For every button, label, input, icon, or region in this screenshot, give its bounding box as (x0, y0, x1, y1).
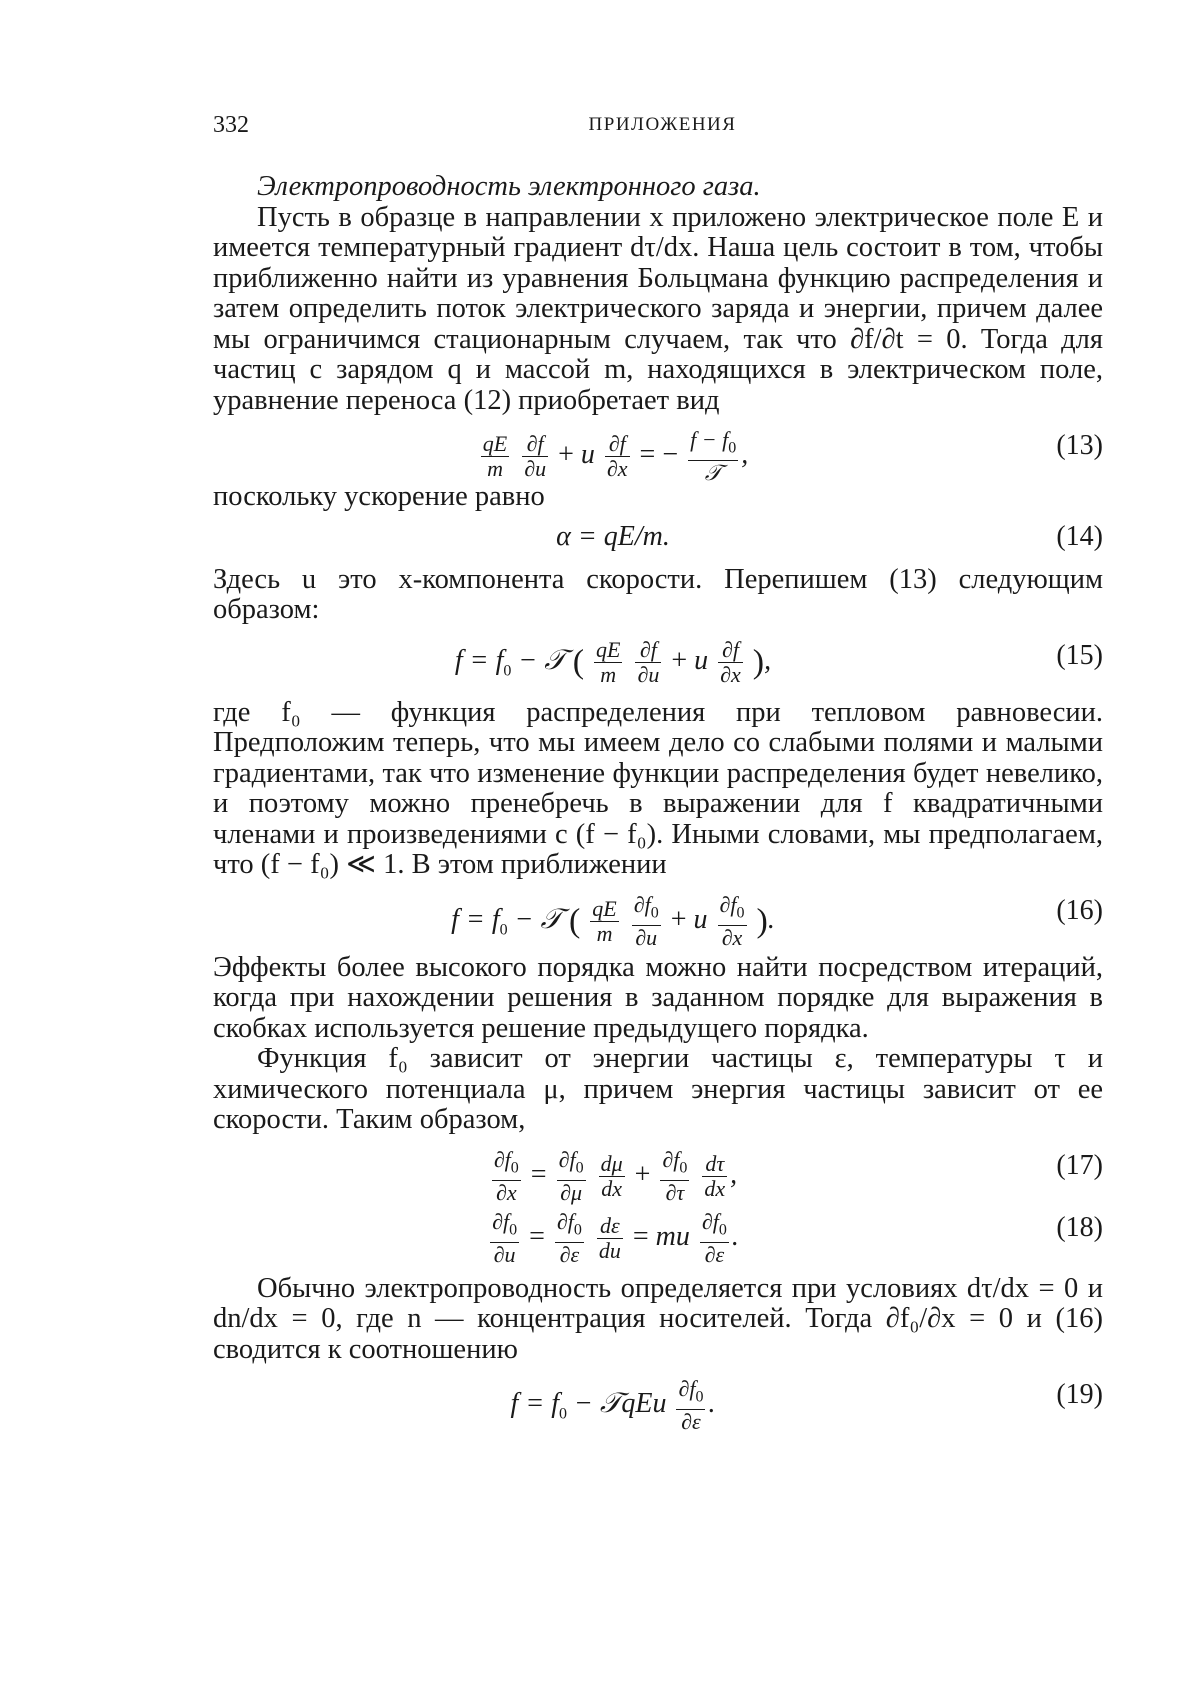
equation-19-formula: $f = f_0$ − 𝒯qEu $\frac{\partial f_0}{\partial\varepsilon}$ . (510, 1376, 716, 1435)
equation-13-formula: $\frac{qE}{m}$ $\frac{\partial f}{\partial u}$ + u $\frac{\partial f}{\partial x}$ = − $\frac{f - f_0}{\text{𝒯}}$ , (482, 427, 749, 486)
equation-15-number: (15) (1056, 639, 1103, 671)
running-head: ПРИЛОЖЕНИЯ (588, 114, 737, 135)
equation-14-number: (14) (1056, 520, 1103, 552)
equation-14-formula: α = qE/m. (556, 520, 670, 552)
equation-19-number: (19) (1056, 1379, 1103, 1410)
paragraph-4: где f₀ — функция распределения при тепловом равновесии. Предположим теперь, что мы имеем дело со слабыми полями и малыми градиентами, так что изменение функции распределения будет невелико, и поэтому можно пренебречь в выражении для f квадратичными членами и произведениями с (f − f₀). Иными словами, мы предполагаем, что (f − f₀) ≪ 1. В этом приближении (213, 696, 1103, 880)
equation-16-number: (16) (1056, 894, 1103, 926)
page-body (213, 171, 1103, 1435)
paragraph-1: Пусть в образце в направлении x приложено электрическое поле E и имеется температурный градиент dτ/dx. Наша цель состоит в том, чтобы приближенно найти из уравнения Больцмана функцию распределения и затем определить поток электрического заряда и энергии, причем далее мы ограничимся стационарным случаем, так что ∂f/∂t = 0. Тогда для частиц с зарядом q и массой m, находящихся в электрическом поле, уравнение переноса (12) приобретает вид (213, 201, 1103, 416)
equation-16-formula: $f = f_0$ − 𝒯 ( $\frac{qE}{m}$ $\frac{\partial f_0}{\partial u}$ + u $\frac{\partial f_0}{\partial x}$ ). (451, 891, 775, 950)
equation-19 (213, 1369, 1103, 1435)
paragraph-6: Функция f₀ зависит от энергии частицы ε, температуры τ и химического потенциала μ, причем энергия частицы зависит от ее скорости. Таким образом, (213, 1043, 1103, 1135)
paragraph-3: Здесь u это x-компонента скорости. Перепишем (13) следующим образом: (213, 563, 1103, 625)
paragraph-5: Эффекты более высокого порядка можно найти посредством итераций, когда при нахождении решения в заданном порядке для выражения в скобках используется решение предыдущего порядка. (213, 951, 1103, 1044)
equation-17-number: (17) (1056, 1149, 1103, 1181)
equation-14 (213, 517, 1103, 561)
equation-17 (213, 1140, 1103, 1205)
section-title: Электропроводность электронного газа. (257, 171, 761, 202)
equation-18-formula: $\frac{\partial f_0}{\partial u}$ = $\frac{\partial f_0}{\partial\varepsilon}$ $\frac{d\varepsilon}{du}$ = mu $\frac{\partial f_0}{\partial\varepsilon}$ . (492, 1208, 739, 1267)
equation-17-formula: $\frac{\partial f_0}{\partial x}$ = $\frac{\partial f_0}{\partial\mu}$ $\frac{d\mu}{dx}$ + $\frac{\partial f_0}{\partial\tau}$ $\frac{d\tau}{dx}$ , (493, 1146, 738, 1205)
paragraph-2: поскольку ускорение равно (213, 481, 545, 512)
equation-18 (213, 1202, 1103, 1267)
equation-15-formula: $f = f_0$ − 𝒯 ( $\frac{qE}{m}$ $\frac{\partial f}{\partial u}$ + u $\frac{\partial f}{\partial x}$ ), (454, 636, 772, 687)
equation-16 (213, 885, 1103, 949)
page-header (213, 112, 1112, 142)
paragraph-7: Обычно электропроводность определяется при условиях dτ/dx = 0 и dn/dx = 0, где n — концентрация носителей. Тогда ∂f₀/∂x = 0 и (16) сводится к соотношению (213, 1272, 1103, 1365)
equation-13 (213, 420, 1103, 486)
equation-15 (213, 630, 1103, 694)
page-number: 332 (213, 112, 249, 138)
equation-18-number: (18) (1056, 1211, 1103, 1243)
equation-13-number: (13) (1056, 430, 1103, 461)
